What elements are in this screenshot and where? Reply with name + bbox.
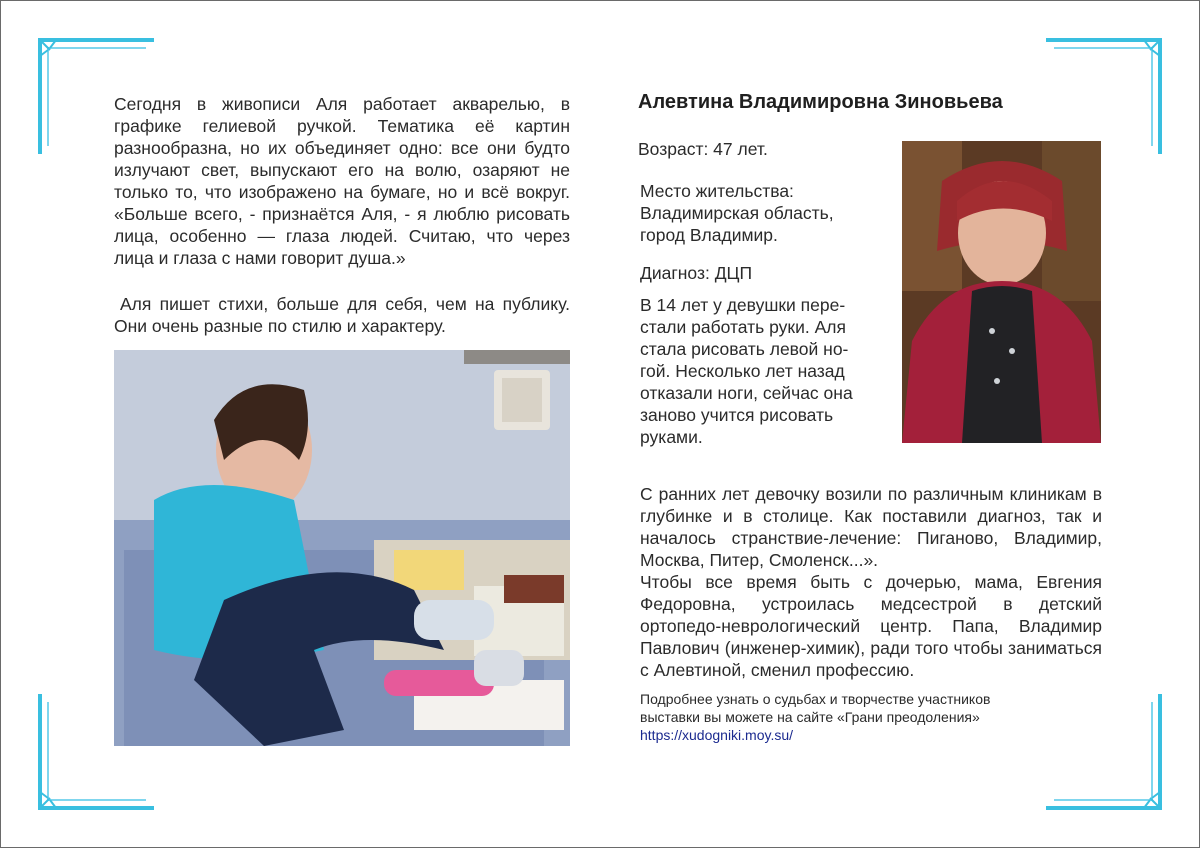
portrait-photo bbox=[902, 141, 1101, 443]
poems-paragraph bbox=[114, 293, 570, 337]
artist-painting-photo bbox=[114, 350, 570, 746]
residence-line: Место жительства: bbox=[640, 181, 794, 201]
residence-line: город Владимир. bbox=[640, 225, 778, 245]
more-info-line: выставки вы можете на сайте «Грани преодоления» bbox=[640, 709, 980, 725]
residence-block bbox=[640, 180, 890, 246]
more-info-line: Подробнее узнать о судьбах и творчестве участников bbox=[640, 691, 991, 707]
short-bio-line: отказали ноги, сейчас она bbox=[640, 383, 853, 403]
short-bio-line: стали работать руки. Аля bbox=[640, 317, 846, 337]
short-bio-line: заново учится рисовать bbox=[640, 405, 834, 425]
age-text: Возраст: 47 лет. bbox=[638, 139, 768, 159]
diagnosis-text: Диагноз: ДЦП bbox=[640, 263, 753, 283]
short-bio-line: руками. bbox=[640, 427, 703, 447]
website-link[interactable]: https://xudogniki.moy.su/ bbox=[640, 727, 794, 743]
poems-text: Аля пишет стихи, больше для себя, чем на публику. Они очень разные по стилю и характеру. bbox=[114, 294, 570, 336]
more-info-block bbox=[640, 690, 1080, 744]
long-bio-block bbox=[640, 483, 1102, 681]
short-bio-line: В 14 лет у девушки пере- bbox=[640, 295, 846, 315]
short-bio-line: стала рисовать левой но- bbox=[640, 339, 849, 359]
short-bio-block bbox=[640, 294, 880, 448]
short-bio-line: гой. Несколько лет назад bbox=[640, 361, 845, 381]
person-name-heading: Алевтина Владимировна Зиновьева bbox=[638, 91, 1003, 113]
intro-paragraph: Сегодня в живописи Аля работает акварелью, в графике гелиевой ручкой. Тематика её картин разнообразна, но их объединяет одно: все они будто излучают свет, выпускают его на волю, озаряют не только то, что изображено на бумаге, но и всё вокруг. «Больше всего, - признаётся Аля, - я люблю рисовать лица, особенно — глаза людей. Считаю, что через лица и глаза с нами говорит душа.» bbox=[114, 94, 570, 268]
long-bio-paragraph: С ранних лет девочку возили по различным клиникам в глубинке и в столице. Как поставили диагноз, так и началось странствие-лечение: Пиганово, Владимир, Москва, Питер, Смоленск...». bbox=[640, 484, 1102, 570]
residence-line: Владимирская область, bbox=[640, 203, 834, 223]
long-bio-paragraph: Чтобы все время быть с дочерью, мама, Евгения Федоровна, устроилась медсестрой в детский ортопедо-неврологический центр. Папа, Владимир Павлович (инженер-химик), ради того чтобы заниматься с Алевтиной, сменил профессию. bbox=[640, 572, 1102, 680]
